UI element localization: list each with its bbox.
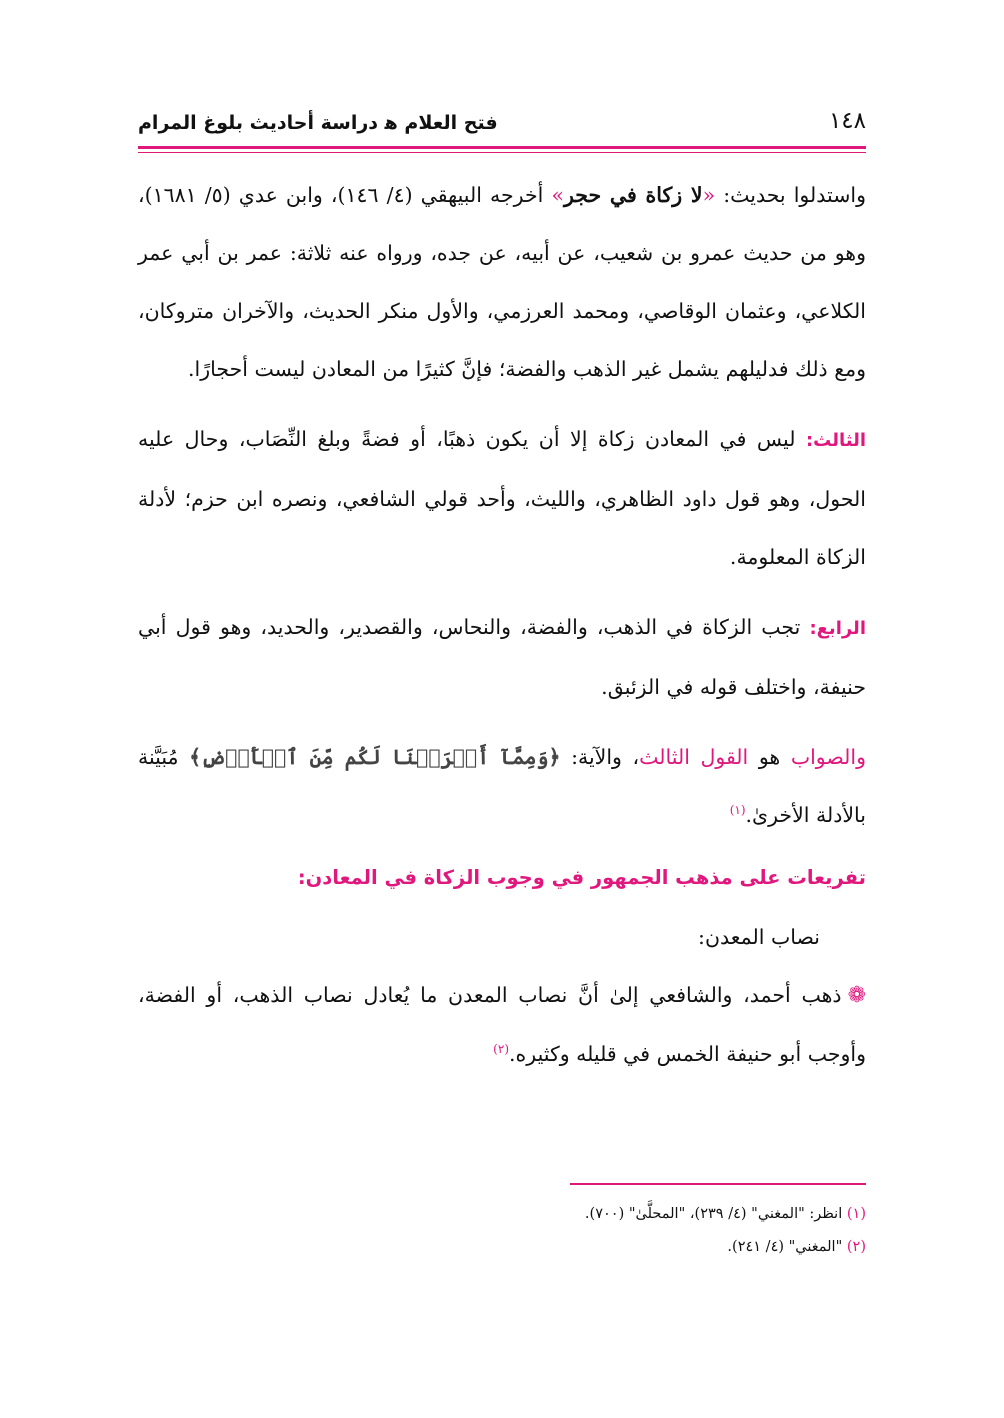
running-title: فتح العلام ﮬ دراسة أحاديث بلوغ المرام (138, 112, 498, 134)
opinion-label: الرابع: (809, 618, 866, 639)
paragraph-third-opinion (138, 410, 866, 586)
paragraph-text: واستدلوا بحديث: (715, 183, 866, 207)
footnote-number: (١) (846, 1206, 866, 1222)
quran-verse: ﴿وَمِمَّآ أَخۡرَجۡنَا لَكُم مِّنَ ٱلۡأَرۡضِ﴾ (189, 745, 561, 769)
quote-mark-open: « (702, 183, 716, 207)
paragraph-evidence (138, 166, 866, 398)
footnote-text: "المغني" (٤/ ٢٤١). (727, 1239, 847, 1255)
footnote-item (138, 1231, 866, 1264)
correct-view-label: والصواب (790, 745, 867, 769)
footnote-text: انظر: "المغني" (٤/ ٢٣٩)، "المحلَّىٰ" (٧٠٠). (584, 1206, 847, 1222)
header-rule-thin (138, 152, 866, 153)
footnote-ref: (١) (729, 803, 746, 818)
footnote-ref: (٢) (493, 1042, 509, 1057)
quote-mark-close: » (551, 183, 564, 207)
hadith-text: لا زكاة في حجر (563, 183, 703, 207)
paragraph-text: مُبَيَّنة بالأدلة الأخرىٰ. (138, 745, 866, 827)
footnotes (138, 1198, 866, 1264)
paragraph-text: ذهب أحمد، والشافعي إلىٰ أنَّ نصاب المعدن ما يُعادل نصاب الذهب، أو الفضة، وأوجب أبو حنيفة الخمس في قليله وكثيره. (138, 983, 866, 1066)
paragraph-text: ليس في المعادن زكاة إلا أن يكون ذهبًا، أو فضةً وبلغ النِّصَاب، وحال عليه الحول، وهو قول داود الظاهري، والليث، وأحد قولي الشافعي، ونصره ابن حزم؛ لأدلة الزكاة المعلومة. (138, 427, 866, 569)
subheading-nisab: نصاب المعدن: (698, 925, 820, 949)
paragraph-text: ، والآية: (560, 745, 640, 769)
page-number: ١٤٨ (828, 108, 866, 134)
paragraph-fourth-opinion (138, 598, 866, 716)
section-heading: تفريعات على مذهب الجمهور في وجوب الزكاة في المعادن: (297, 866, 866, 889)
paragraph-nisab (138, 966, 866, 1083)
paragraph-correct-view (138, 728, 866, 844)
body-text (138, 166, 866, 1083)
footnote-item (138, 1198, 866, 1231)
paragraph-text: هو (748, 745, 791, 769)
opinion-label: الثالث: (805, 430, 866, 451)
flower-bullet-icon: ❁ (847, 983, 866, 1008)
page-header (138, 108, 866, 134)
header-rule-thick (138, 146, 866, 149)
footnote-divider (570, 1183, 866, 1185)
footnote-number: (٢) (846, 1239, 866, 1255)
third-opinion-ref: القول الثالث (639, 745, 749, 769)
paragraph-text: تجب الزكاة في الذهب، والفضة، والنحاس، والقصدير، والحديد، وهو قول أبي حنيفة، واختلف قوله في الزئبق. (138, 615, 866, 699)
paragraph-text: أخرجه البيهقي (٤/ ١٤٦)، وابن عدي (٥/ ١٦٨١)، وهو من حديث عمرو بن شعيب، عن أبيه، عن جده، ورواه عنه ثلاثة: عمر بن أبي عمر الكلاعي، وعثمان الوقاصي، ومحمد العرزمي، والأول منكر الحديث، والآخران متروكان، ومع ذلك فدليلهم يشمل غير الذهب والفضة؛ فإنَّ كثيرًا من المعادن ليست أحجارًا. (138, 183, 866, 381)
